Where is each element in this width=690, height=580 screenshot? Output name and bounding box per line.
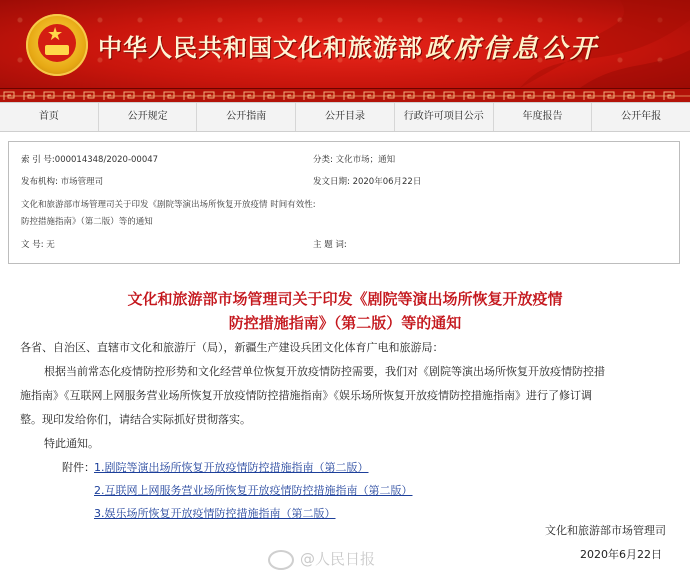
decorative-band: [0, 88, 690, 103]
meta-name-line1: 文化和旅游部市场管理司关于印发《剧院等演出场所恢复开放疫情 时间有效性:: [21, 200, 316, 210]
meta-index-label: 索 引 号:: [21, 155, 55, 165]
meta-doc-no-value: 无: [46, 240, 55, 250]
national-emblem-icon: ★: [26, 14, 88, 76]
main-nav: [0, 102, 690, 132]
article-special-notice: 特此通知。: [44, 437, 99, 450]
meta-date-label: 发文日期:: [313, 177, 350, 187]
article-title-line2: 防控措施指南》（第二版）等的通知: [228, 314, 462, 332]
meta-subject-label: 主 题 词:: [313, 240, 347, 250]
meta-issuer-value: 市场管理司: [60, 177, 104, 187]
meta-index-value: 000014348/2020-00047: [54, 155, 159, 165]
nav-item-catalog[interactable]: 公开目录: [296, 103, 395, 131]
meta-doc-no: [21, 238, 55, 250]
meta-issuer: [21, 175, 103, 187]
meta-category-label: 分类:: [313, 155, 333, 165]
meta-index: [21, 153, 158, 165]
nav-item-home[interactable]: 首页: [0, 103, 99, 131]
meta-name-line2: 防控措施指南》（第二版）等的通知: [21, 217, 153, 227]
article-body-line3: 整。现印发给你们，请结合实际抓好贯彻落实。: [20, 413, 251, 426]
attachment-link-2[interactable]: 2.互联网上网服务营业场所恢复开放疫情防控措施指南（第二版）: [94, 484, 413, 497]
nav-item-rules[interactable]: 公开规定: [99, 103, 198, 131]
article-salutation: 各省、自治区、直辖市文化和旅游厅（局），新疆生产建设兵团文化体育广电和旅游局：: [20, 341, 444, 354]
nav-item-license-notice[interactable]: 行政许可项目公示: [395, 103, 494, 131]
meta-date-value: 2020年06月22日: [352, 177, 422, 187]
meta-subject: [313, 238, 347, 250]
document-metadata: [8, 141, 680, 264]
site-subtitle: 政府信息公开: [425, 34, 600, 64]
nav-item-annual-report[interactable]: 年度报告: [494, 103, 593, 131]
article-body-line2: 施指南》《互联网上网服务营业场所恢复开放疫情防控措施指南》《娱乐场所恢复开放疫情防控措施指南》进行了修订调: [20, 389, 592, 402]
nav-item-public-annual-report[interactable]: 公开年报: [621, 111, 662, 122]
header-banner: [0, 0, 690, 88]
article-title-line1: 文化和旅游部市场管理司关于印发《剧院等演出场所恢复开放疫情: [127, 290, 563, 308]
meta-category-value: 文化市场；通知: [335, 155, 396, 165]
weibo-watermark: [268, 548, 375, 570]
meta-category: [313, 153, 395, 165]
signature-date: 2020年6月22日: [580, 548, 662, 561]
watermark-text: @人民日报: [300, 550, 376, 568]
article-body-line1: 根据当前常态化疫情防控形势和文化经营单位恢复开放疫情防控需要，我们对《剧院等演出场所恢复开放疫情防控措: [44, 365, 605, 378]
signature-department: 文化和旅游部市场管理司: [545, 524, 666, 537]
meta-issuer-label: 发布机构:: [21, 177, 58, 187]
site-title: 中华人民共和国文化和旅游部: [98, 33, 423, 62]
weibo-icon: [268, 550, 294, 570]
attachment-label: 附件：: [62, 461, 95, 474]
attachment-link-1[interactable]: 1.剧院等演出场所恢复开放疫情防控措施指南（第二版）: [94, 461, 369, 474]
attachment-link-3[interactable]: 3.娱乐场所恢复开放疫情防控措施指南（第二版）: [94, 507, 336, 520]
meta-doc-no-label: 文 号:: [21, 240, 44, 250]
meta-date: [313, 175, 421, 187]
nav-item-guide[interactable]: 公开指南: [197, 103, 296, 131]
